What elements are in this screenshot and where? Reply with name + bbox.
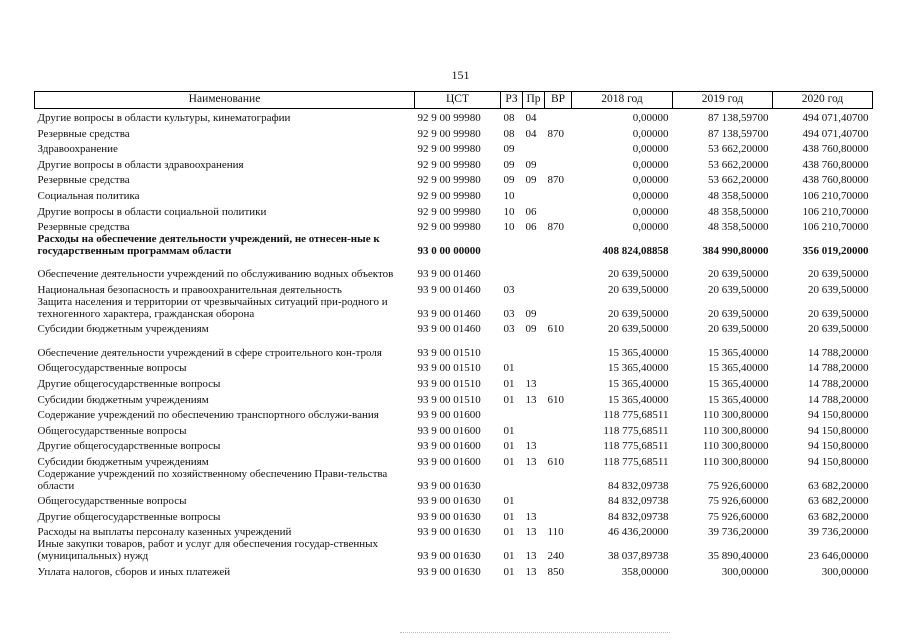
row-2020: 20 639,50000 bbox=[808, 268, 869, 281]
table-row bbox=[35, 336, 873, 360]
row-cst: 93 9 00 01600 bbox=[417, 409, 481, 422]
row-vr: 610 bbox=[547, 323, 564, 336]
row-name: Социальная политика bbox=[37, 190, 140, 203]
row-2019: 110 300,80000 bbox=[702, 455, 769, 468]
table-row bbox=[35, 234, 873, 258]
row-pr: 09 bbox=[525, 158, 537, 171]
row-2018: 0,00000 bbox=[632, 127, 669, 140]
row-2020: 438 760,80000 bbox=[802, 143, 869, 156]
row-vr bbox=[545, 508, 572, 524]
row-name: Расходы на обеспечение деятельности учреждений, не отнесен-ные к государственным программам области bbox=[37, 233, 380, 257]
row-pr bbox=[523, 281, 545, 297]
row-cst: 93 0 00 00000 bbox=[417, 244, 481, 257]
row-pr: 13 bbox=[525, 393, 537, 406]
row-cst: 93 9 00 01630 bbox=[417, 510, 481, 523]
row-2020: 94 150,80000 bbox=[808, 440, 869, 453]
row-cst: 92 9 00 99980 bbox=[417, 112, 481, 125]
row-cst: 93 9 00 01460 bbox=[417, 284, 481, 297]
row-name: Содержание учреждений по хозяйственному обеспечению Прави-тельства области bbox=[37, 468, 388, 492]
row-pr: 09 bbox=[525, 174, 537, 187]
row-rz: 01 bbox=[503, 565, 515, 578]
row-2019: 110 300,80000 bbox=[702, 424, 769, 437]
table-row bbox=[35, 391, 873, 407]
row-cst: 93 9 00 01460 bbox=[417, 307, 481, 320]
row-vr bbox=[545, 109, 572, 125]
row-vr: 850 bbox=[547, 565, 564, 578]
row-cst: 93 9 00 01460 bbox=[417, 268, 481, 281]
table-row bbox=[35, 281, 873, 297]
row-pr bbox=[523, 187, 545, 203]
row-rz: 03 bbox=[503, 307, 515, 320]
table-row bbox=[35, 508, 873, 524]
row-2020: 356 019,20000 bbox=[802, 244, 869, 257]
row-rz: 09 bbox=[503, 158, 515, 171]
row-2019: 15 365,40000 bbox=[708, 393, 769, 406]
row-2018: 0,00000 bbox=[632, 112, 669, 125]
row-rz: 10 bbox=[503, 205, 515, 218]
row-2018: 84 832,09738 bbox=[608, 479, 669, 492]
row-2018: 15 365,40000 bbox=[608, 378, 669, 390]
table-row bbox=[35, 468, 873, 492]
row-name: Защита населения и территории от чрезвычайных ситуаций при-родного и техногенного характера, гражданская оборона bbox=[37, 296, 388, 320]
row-rz: 01 bbox=[503, 510, 515, 523]
row-cst: 93 9 00 01510 bbox=[417, 346, 481, 359]
row-2020: 438 760,80000 bbox=[802, 158, 869, 171]
row-vr: 110 bbox=[547, 526, 564, 539]
row-name: Обеспечение деятельности учреждений в сфере строительного кон-троля bbox=[37, 346, 382, 359]
row-name: Другие вопросы в области социальной политики bbox=[37, 205, 267, 218]
row-pr: 04 bbox=[525, 112, 537, 125]
row-2019: 20 639,50000 bbox=[708, 268, 769, 281]
row-2018: 15 365,40000 bbox=[608, 393, 669, 406]
header-cst: ЦСТ bbox=[415, 92, 501, 109]
row-rz: 01 bbox=[503, 455, 515, 468]
table-row bbox=[35, 125, 873, 141]
row-name: Другие общегосударственные вопросы bbox=[37, 510, 221, 523]
header-2020: 2020 год bbox=[773, 92, 873, 109]
row-name: Субсидии бюджетным учреждениям bbox=[37, 393, 209, 406]
table-row bbox=[35, 109, 873, 125]
row-2019: 15 365,40000 bbox=[708, 362, 769, 375]
row-pr bbox=[523, 257, 545, 281]
row-2019: 15 365,40000 bbox=[708, 346, 769, 359]
row-pr bbox=[523, 422, 545, 438]
row-2019: 110 300,80000 bbox=[702, 409, 769, 422]
row-name: Общегосударственные вопросы bbox=[37, 424, 187, 437]
row-vr bbox=[545, 437, 572, 453]
row-vr bbox=[545, 359, 572, 375]
row-cst: 93 9 00 01630 bbox=[417, 495, 481, 508]
table-body bbox=[35, 109, 873, 579]
row-pr: 13 bbox=[525, 565, 537, 578]
row-vr: 610 bbox=[547, 455, 564, 468]
row-2018: 84 832,09738 bbox=[608, 495, 669, 508]
row-vr bbox=[545, 422, 572, 438]
row-2019: 75 926,60000 bbox=[708, 495, 769, 508]
row-rz: 01 bbox=[503, 378, 515, 390]
row-2019: 53 662,20000 bbox=[708, 143, 769, 156]
row-cst: 92 9 00 99980 bbox=[417, 127, 481, 140]
row-pr bbox=[523, 140, 545, 156]
row-2019: 20 639,50000 bbox=[708, 323, 769, 336]
row-2019: 75 926,60000 bbox=[708, 479, 769, 492]
row-cst: 93 9 00 01600 bbox=[417, 424, 481, 437]
row-2019: 87 138,59700 bbox=[708, 112, 769, 125]
row-pr: 09 bbox=[525, 323, 537, 336]
row-cst: 93 9 00 01630 bbox=[417, 565, 481, 578]
row-vr bbox=[545, 492, 572, 508]
row-name: Резервные средства bbox=[37, 221, 130, 234]
table-row bbox=[35, 257, 873, 281]
row-name: Субсидии бюджетным учреждениям bbox=[37, 323, 209, 336]
row-pr bbox=[523, 359, 545, 375]
row-pr: 13 bbox=[525, 526, 537, 539]
row-cst: 93 9 00 01630 bbox=[417, 479, 481, 492]
table-row bbox=[35, 203, 873, 219]
row-name: Общегосударственные вопросы bbox=[37, 362, 187, 375]
row-2020: 63 682,20000 bbox=[808, 495, 869, 508]
row-cst: 93 9 00 01460 bbox=[417, 323, 481, 336]
row-2020: 106 210,70000 bbox=[802, 190, 869, 203]
table-row bbox=[35, 562, 873, 578]
table-row bbox=[35, 523, 873, 539]
row-2018: 0,00000 bbox=[632, 174, 669, 187]
row-vr bbox=[545, 187, 572, 203]
row-2020: 106 210,70000 bbox=[802, 221, 869, 234]
row-rz: 03 bbox=[503, 323, 515, 336]
row-2018: 118 775,68511 bbox=[603, 455, 669, 468]
table-row bbox=[35, 320, 873, 336]
table-row bbox=[35, 453, 873, 469]
table-header-row bbox=[35, 92, 873, 109]
row-rz bbox=[501, 257, 523, 281]
row-2020: 63 682,20000 bbox=[808, 510, 869, 523]
row-2018: 408 824,08858 bbox=[602, 244, 669, 257]
row-2020: 300,00000 bbox=[821, 565, 869, 578]
row-2019: 39 736,20000 bbox=[708, 526, 769, 539]
row-2020: 494 071,40700 bbox=[802, 127, 869, 140]
row-rz: 01 bbox=[503, 362, 515, 375]
row-2018: 0,00000 bbox=[632, 205, 669, 218]
table-row bbox=[35, 218, 873, 234]
row-rz: 08 bbox=[503, 127, 515, 140]
row-2018: 20 639,50000 bbox=[608, 268, 669, 281]
row-rz: 01 bbox=[503, 495, 515, 508]
row-vr bbox=[545, 281, 572, 297]
row-vr bbox=[545, 297, 572, 321]
header-rz: РЗ bbox=[501, 92, 523, 109]
row-2018: 0,00000 bbox=[632, 158, 669, 171]
row-2019: 48 358,50000 bbox=[708, 205, 769, 218]
row-2020: 14 788,20000 bbox=[808, 378, 869, 390]
header-pr: Пр bbox=[523, 92, 545, 109]
row-name: Иные закупки товаров, работ и услуг для обеспечения государ-ственных (муниципальных) нужд bbox=[37, 538, 379, 562]
row-rz: 01 bbox=[503, 393, 515, 406]
row-2018: 15 365,40000 bbox=[608, 346, 669, 359]
bottom-fade-line bbox=[400, 632, 670, 635]
table-row bbox=[35, 359, 873, 375]
row-2019: 87 138,59700 bbox=[708, 127, 769, 140]
row-2020: 20 639,50000 bbox=[808, 307, 869, 320]
row-pr: 06 bbox=[525, 205, 537, 218]
row-2018: 38 037,89738 bbox=[608, 549, 669, 562]
row-2019: 20 639,50000 bbox=[708, 284, 769, 297]
row-2020: 14 788,20000 bbox=[808, 346, 869, 359]
table-row bbox=[35, 422, 873, 438]
table-row bbox=[35, 297, 873, 321]
row-2019: 300,00000 bbox=[721, 565, 769, 578]
row-name: Другие общегосударственные вопросы bbox=[37, 440, 221, 453]
row-name: Другие вопросы в области здравоохранения bbox=[37, 158, 244, 171]
row-2020: 106 210,70000 bbox=[802, 205, 869, 218]
budget-table bbox=[34, 91, 873, 578]
row-cst: 93 9 00 01600 bbox=[417, 440, 481, 453]
row-cst: 93 9 00 01510 bbox=[417, 378, 481, 390]
row-rz: 09 bbox=[503, 174, 515, 187]
table-row bbox=[35, 492, 873, 508]
row-pr bbox=[523, 336, 545, 360]
row-vr bbox=[545, 257, 572, 281]
row-rz bbox=[501, 406, 523, 422]
row-2019: 53 662,20000 bbox=[708, 158, 769, 171]
row-pr: 09 bbox=[525, 307, 537, 320]
row-name: Здравоохранение bbox=[37, 143, 118, 156]
row-2019: 75 926,60000 bbox=[708, 510, 769, 523]
table-row bbox=[35, 187, 873, 203]
row-2020: 20 639,50000 bbox=[808, 323, 869, 336]
row-rz: 09 bbox=[503, 143, 515, 156]
row-cst: 93 9 00 01600 bbox=[417, 455, 481, 468]
row-pr bbox=[523, 234, 545, 258]
row-cst: 93 9 00 01630 bbox=[417, 549, 481, 562]
row-rz: 03 bbox=[503, 284, 515, 297]
row-2018: 118 775,68511 bbox=[603, 440, 669, 453]
table-row bbox=[35, 539, 873, 563]
row-name: Обеспечение деятельности учреждений по обслуживанию водных объектов bbox=[37, 268, 394, 281]
row-name: Содержание учреждений по обеспечению транспортного обслужи-вания bbox=[37, 409, 379, 422]
row-2018: 15 365,40000 bbox=[608, 362, 669, 375]
row-2020: 438 760,80000 bbox=[802, 174, 869, 187]
row-name: Субсидии бюджетным учреждениям bbox=[37, 455, 209, 468]
row-2018: 20 639,50000 bbox=[608, 307, 669, 320]
table-row bbox=[35, 156, 873, 172]
row-rz: 01 bbox=[503, 424, 515, 437]
row-pr: 13 bbox=[525, 455, 537, 468]
row-2019: 110 300,80000 bbox=[702, 440, 769, 453]
row-2018: 20 639,50000 bbox=[608, 323, 669, 336]
table-row bbox=[35, 171, 873, 187]
row-rz bbox=[501, 234, 523, 258]
header-vr: ВР bbox=[545, 92, 572, 109]
row-rz: 10 bbox=[503, 221, 515, 234]
row-2018: 0,00000 bbox=[632, 190, 669, 203]
row-pr bbox=[523, 492, 545, 508]
row-2020: 94 150,80000 bbox=[808, 455, 869, 468]
row-name: Резервные средства bbox=[37, 174, 130, 187]
row-2018: 0,00000 bbox=[632, 143, 669, 156]
row-2020: 94 150,80000 bbox=[808, 409, 869, 422]
row-vr bbox=[545, 468, 572, 492]
row-vr bbox=[545, 234, 572, 258]
row-rz: 01 bbox=[503, 440, 515, 453]
row-2020: 39 736,20000 bbox=[808, 526, 869, 539]
row-rz: 01 bbox=[503, 549, 515, 562]
row-2020: 494 071,40700 bbox=[802, 112, 869, 125]
row-vr bbox=[545, 406, 572, 422]
row-cst: 93 9 00 01510 bbox=[417, 362, 481, 375]
row-cst: 92 9 00 99980 bbox=[417, 143, 481, 156]
row-2020: 14 788,20000 bbox=[808, 362, 869, 375]
row-name: Резервные средства bbox=[37, 127, 130, 140]
row-pr: 13 bbox=[525, 440, 537, 453]
row-name: Общегосударственные вопросы bbox=[37, 495, 187, 508]
row-vr: 610 bbox=[547, 393, 564, 406]
row-pr: 13 bbox=[525, 510, 537, 523]
row-vr: 870 bbox=[547, 127, 564, 140]
row-2018: 46 436,20000 bbox=[608, 526, 669, 539]
row-pr: 04 bbox=[525, 127, 537, 140]
row-name: Другие вопросы в области культуры, кинематографии bbox=[37, 112, 291, 125]
row-2018: 0,00000 bbox=[632, 221, 669, 234]
table-row bbox=[35, 406, 873, 422]
row-cst: 93 9 00 01630 bbox=[417, 526, 481, 539]
row-pr: 06 bbox=[525, 221, 537, 234]
row-pr: 13 bbox=[525, 378, 537, 390]
row-2020: 14 788,20000 bbox=[808, 393, 869, 406]
row-vr bbox=[545, 140, 572, 156]
row-vr bbox=[545, 156, 572, 172]
row-vr bbox=[545, 336, 572, 360]
row-2019: 20 639,50000 bbox=[708, 307, 769, 320]
row-rz: 08 bbox=[503, 112, 515, 125]
table-row bbox=[35, 140, 873, 156]
page-number: 151 bbox=[451, 68, 470, 82]
row-pr bbox=[523, 406, 545, 422]
row-cst: 92 9 00 99980 bbox=[417, 205, 481, 218]
row-2019: 15 365,40000 bbox=[708, 378, 769, 390]
row-name: Расходы на выплаты персоналу казенных учреждений bbox=[37, 526, 292, 539]
row-2020: 20 639,50000 bbox=[808, 284, 869, 297]
row-2020: 63 682,20000 bbox=[808, 479, 869, 492]
row-2019: 48 358,50000 bbox=[708, 221, 769, 234]
row-vr bbox=[545, 203, 572, 219]
row-rz bbox=[501, 336, 523, 360]
row-name: Другие общегосударственные вопросы bbox=[37, 378, 221, 390]
row-vr bbox=[545, 375, 572, 391]
row-cst: 92 9 00 99980 bbox=[417, 158, 481, 171]
row-vr: 870 bbox=[547, 221, 564, 234]
header-2018: 2018 год bbox=[572, 92, 673, 109]
row-cst: 92 9 00 99980 bbox=[417, 221, 481, 234]
header-2019: 2019 год bbox=[673, 92, 773, 109]
row-pr bbox=[523, 468, 545, 492]
row-2020: 23 646,00000 bbox=[808, 549, 869, 562]
row-cst: 92 9 00 99980 bbox=[417, 174, 481, 187]
row-2019: 35 890,40000 bbox=[708, 549, 769, 562]
row-rz: 01 bbox=[503, 526, 515, 539]
row-2019: 384 990,80000 bbox=[702, 244, 769, 257]
row-name: Национальная безопасность и правоохранительная деятельность bbox=[37, 284, 342, 297]
row-2018: 84 832,09738 bbox=[608, 510, 669, 523]
row-cst: 93 9 00 01510 bbox=[417, 393, 481, 406]
table-row bbox=[35, 437, 873, 453]
row-2019: 48 358,50000 bbox=[708, 190, 769, 203]
header-name: Наименование bbox=[35, 92, 415, 109]
row-vr: 240 bbox=[547, 549, 564, 562]
row-2018: 20 639,50000 bbox=[608, 284, 669, 297]
row-vr: 870 bbox=[547, 174, 564, 187]
row-2018: 358,00000 bbox=[621, 565, 669, 578]
row-pr: 13 bbox=[525, 549, 537, 562]
table-row bbox=[35, 375, 873, 391]
row-2019: 53 662,20000 bbox=[708, 174, 769, 187]
row-2018: 118 775,68511 bbox=[603, 424, 669, 437]
row-rz bbox=[501, 468, 523, 492]
row-name: Уплата налогов, сборов и иных платежей bbox=[37, 565, 231, 578]
row-2020: 94 150,80000 bbox=[808, 424, 869, 437]
row-cst: 92 9 00 99980 bbox=[417, 190, 481, 203]
row-rz: 10 bbox=[503, 190, 515, 203]
row-2018: 118 775,68511 bbox=[603, 409, 669, 422]
